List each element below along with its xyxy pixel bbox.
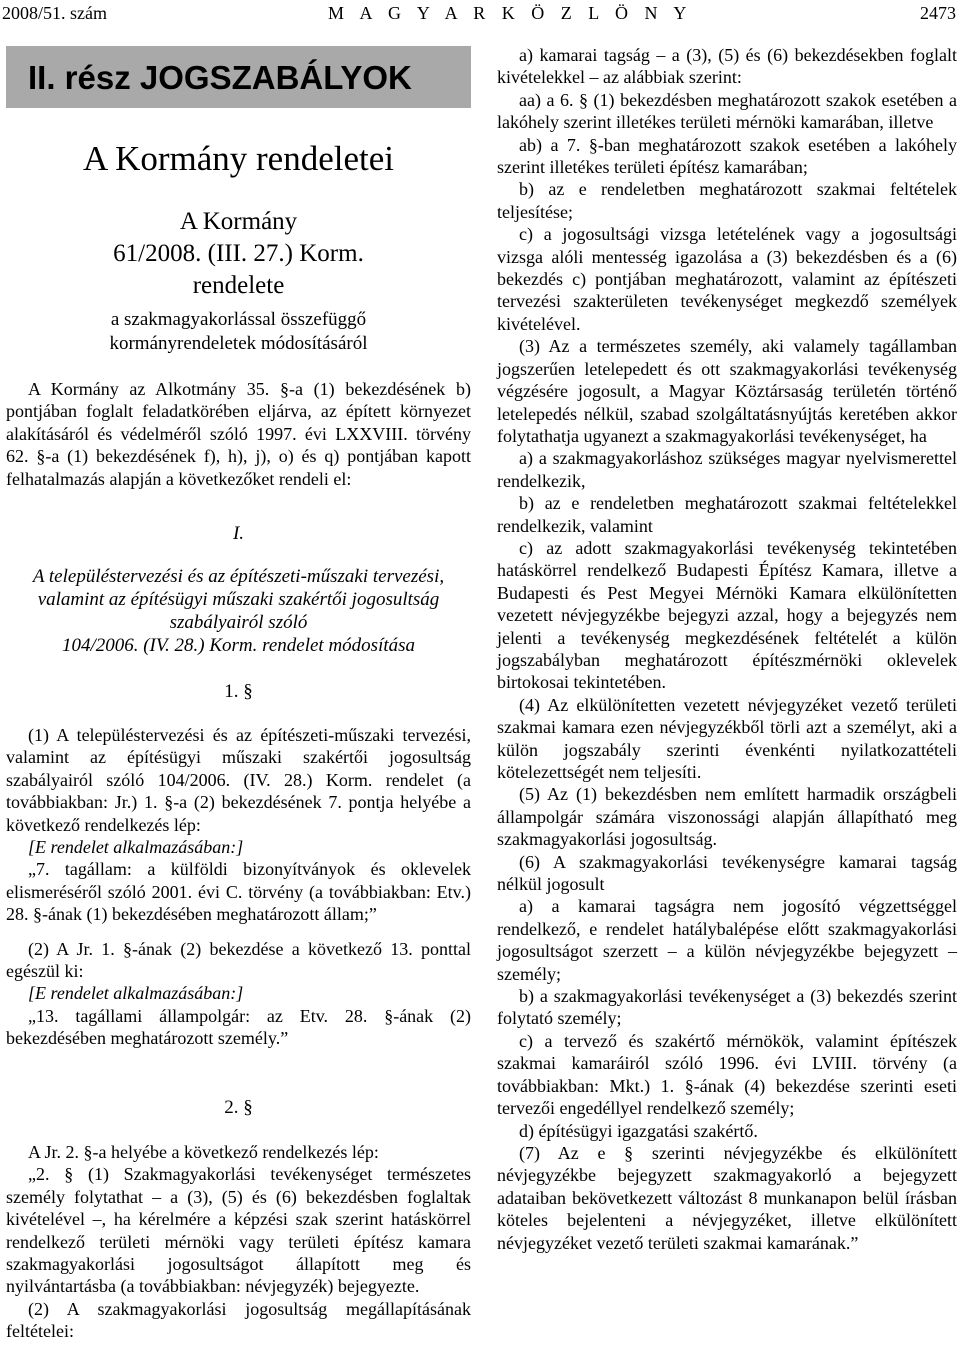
decree-subject-2: kormányrendeletek módosításáról (109, 333, 368, 354)
right-paragraph-14: b) a szakmagyakorlási tevékenységet a (3) bekezdés szerint folytató személy; (497, 986, 957, 1029)
page-number: 2473 (920, 3, 956, 23)
chapter-title-1: A településtervezési és az építészeti-műszaki tervezési, (32, 566, 445, 587)
s1-paragraph-1: (1) A településtervezési és az építészeti-műszaki tervezési, valamint az építésügyi műszaki szakértői jogosultság szabályairól szóló 104/2006. (IV. 28.) Korm. rendelet (a továbbiakban: Jr.) 1. §-a (2) bekezdésének 7. pontja helyébe a következő rendelkezés lép: (6, 725, 471, 835)
section-1-body (6, 724, 471, 1050)
right-paragraph-2: aa) a 6. § (1) bekezdésben meghatározott szakok esetében a lakóhely szerint illetékes területi mérnöki kamarában, illetve (497, 89, 957, 133)
preamble-block (6, 378, 471, 490)
s2-paragraph-3: (2) A szakmagyakorlási jogosultság megállapításának feltételei: (6, 1298, 471, 1342)
s1-paragraph-3: „7. tagállam: a külföldi bizonyítványok és oklevelek elismeréséről szóló 2001. évi C. törvény (a továbbiakban: Etv.) 28. §-ának (1) bekezdésében meghatározott állam;” (6, 859, 471, 925)
right-paragraph-12: (6) A szakmagyakorlási tevékenységre kamarai tagság nélkül jogosult (497, 851, 957, 895)
decree-issuer: A Kormány (179, 208, 298, 235)
right-paragraph-5: c) a jogosultsági vizsga letételének vagy a jogosultsági vizsga alóli mentesség igazolása a (3) bekezdésben és a (6) bekezdés c) pontjában meghatározott, valamint az építészeti tervezési szakterületen tevékenységet megkezdő személyek kivételével. (497, 224, 957, 334)
section-1-heading: 1. § (224, 681, 253, 702)
part-banner (6, 46, 471, 108)
preamble: A Kormány az Alkotmány 35. §-a (1) bekezdésének b) pontjában foglalt feladatkörében eljárva, az épített környezet alakításáról és védelméről szóló 1997. évi LXXVIII. törvény 62. §-a (1) bekezdésének f), h), j), o) és q) pontjában kapott felhatalmazás alapján a következőket rendeli el: (6, 379, 471, 489)
right-paragraph-8: b) az e rendeletben meghatározott szakmai feltételekkel rendelkezik, valamint (497, 493, 957, 536)
s1-paragraph-4: (2) A Jr. 1. §-ának (2) bekezdése a következő 13. ponttal egészül ki: (6, 938, 471, 982)
right-paragraph-4: b) az e rendeletben meghatározott szakmai feltételek teljesítése; (497, 179, 957, 222)
right-paragraph-9: c) az adott szakmagyakorlási tevékenység tekintetében hatáskörrel rendelkező Budapesti Építész Kamara, illetve a Budapesti és Pest Megyei Mérnöki Kamara elkülönítetten vezetett névjegyzékbe bejegyzi azzal, hogy a bejegyzés nem jelenti a tevékenység megkezdésének feltételét a külön jogszabályban meghatározott építészmérnöki oklevelek birtokosai tekintetében. (497, 537, 957, 693)
right-paragraph-11: (5) Az (1) bekezdésben nem említett harmadik országbeli állampolgár számára viszonossági alapján állapítható meg szakmagyakorlási jogosultság. (497, 784, 957, 850)
right-paragraph-10: (4) Az elkülönítetten vezetett névjegyzéket vezető területi szakmai kamara ezen névjegyzékből törli azt a személyt, aki a külön jogszabály szerinti évenkénti nyilatkozattételi kötelezettségét nem teljesíti. (497, 694, 957, 782)
chapter-number: I. (232, 523, 245, 544)
section-2-heading: 2. § (224, 1097, 253, 1118)
section-title: A Kormány rendeletei (82, 139, 394, 178)
chapter-title-3: szabályairól szóló (169, 612, 308, 633)
right-paragraph-6: (3) Az a természetes személy, aki valamely tagállamban jogszerűen letelepedett és ott szakmagyakorlási tevékenység végzésére jogosult, a Magyar Köztársaság területén történő letelepedés nélkül, szabad szolgáltatásnyújtás keretében akkor folytathatja ugyanezt a szakmagyakorlási tevékenységet, ha (497, 336, 957, 446)
issue-number: 2008/51. szám (2, 3, 107, 23)
s1-paragraph-5: [E rendelet alkalmazásában:] (28, 983, 244, 1004)
s1-paragraph-2: [E rendelet alkalmazásában:] (28, 837, 244, 858)
chapter-title-4: 104/2006. (IV. 28.) Korm. rendelet módosítása (61, 635, 416, 656)
right-paragraph-15: c) a tervező és szakértő mérnökök, valamint építészek szakmai kamaráiról szóló 1996. évi LVIII. törvény (a továbbiakban: Mkt.) 1. §-ának (4) bekezdése szerinti eseti tervezői engedéllyel rendelkező személy; (497, 1030, 957, 1119)
right-paragraph-1: a) kamarai tagság – a (3), (5) és (6) bekezdésekben foglalt kivételekkel – az alábbiak szerint: (497, 45, 957, 88)
part-title: II. rész JOGSZABÁLYOK (28, 59, 412, 96)
right-paragraph-13: a) a kamarai tagságra nem jogosító végzettséggel rendelkező, e rendelet hatálybalépése előtt szakmagyakorlási jogosultságot szerzett – a külön névjegyzékbe bejegyzett – személy; (497, 896, 957, 984)
s2-paragraph-1: A Jr. 2. §-a helyébe a következő rendelkezés lép: (28, 1142, 379, 1162)
right-paragraph-17: (7) Az e § szerinti névjegyzékbe és elkülönített névjegyzékbe bejegyzett szakmagyakorló a bejegyzett adataiban bekövetkezett változást 8 munkanapon belül írásban köteles bejelenteni a névjegyzéket, illetve elkülönített névjegyzéket vezető területi szakmai kamarának.” (497, 1142, 957, 1253)
section-2-body (6, 1141, 471, 1343)
decree-number: 61/2008. (III. 27.) Korm. (113, 240, 364, 267)
journal-title: M A G Y A R K Ö Z L Ö N Y (328, 3, 693, 23)
right-paragraph-3: ab) a 7. §-ban meghatározott szakok esetében a lakóhely szerint illetékes területi építész kamarában; (497, 134, 957, 178)
right-paragraph-16: d) építésügyi igazgatási szakértő. (519, 1120, 758, 1141)
page-header (0, 0, 960, 26)
s1-paragraph-6: „13. tagállami állampolgár: az Etv. 28. §-ának (2) bekezdésében meghatározott személy.” (6, 1005, 471, 1049)
chapter-title-2: valamint az építésügyi műszaki szakértői jogosultság (37, 589, 440, 610)
decree-kind: rendelete (192, 272, 285, 299)
right-paragraph-7: a) a szakmagyakorláshoz szükséges magyar nyelvismerettel rendelkezik, (497, 448, 957, 491)
right-column (497, 44, 957, 1254)
decree-subject-1: a szakmagyakorlással összefüggő (110, 309, 367, 330)
s2-paragraph-2: „2. § (1) Szakmagyakorlási tevékenységet természetes személy folytathat – a (3), (5) és (6) bekezdésben foglaltak kivételével –, ha kérelmére a képzési szak szerint hatáskörrel rendelkező területi mérnöki vagy területi építész kamara szakmagyakorlási jogosultságot állapított meg és nyilvántartásba (a továbbiakban: névjegyzék) bejegyezte. (6, 1164, 471, 1297)
